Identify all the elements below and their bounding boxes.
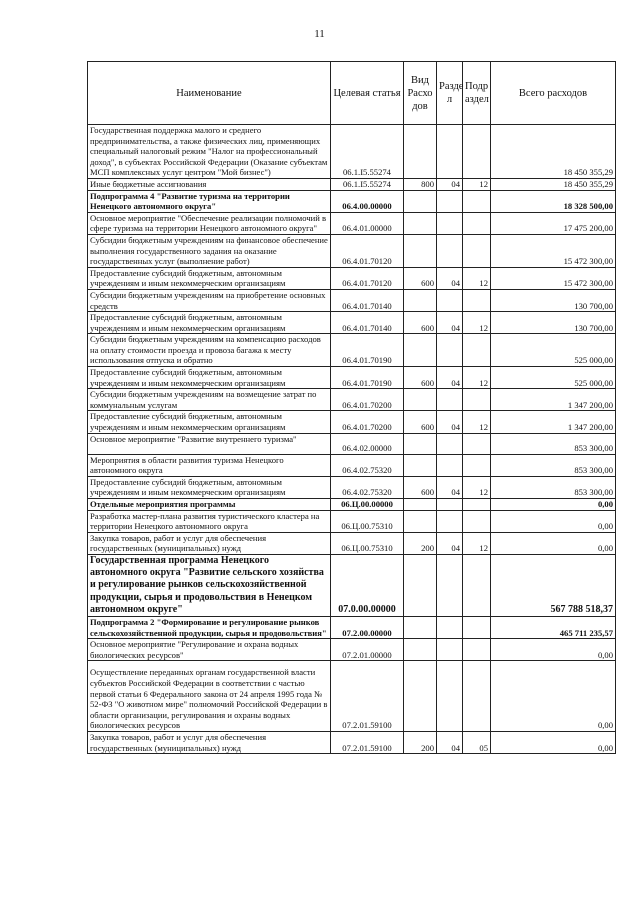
table-row — [88, 125, 616, 179]
cell-target: 06.1.I5.55274 — [331, 125, 404, 179]
cell-target: 06.Ц.00.75310 — [331, 532, 404, 554]
cell-target: 06.4.01.70200 — [331, 389, 404, 411]
cell-name: Разработка мастер-плана развития туристического кластера на территории Ненецкого автономного округа — [88, 510, 331, 532]
header-target: Целевая статья — [331, 62, 404, 125]
cell-subsection: 12 — [463, 476, 491, 498]
cell-target: 06.4.02.00000 — [331, 433, 404, 454]
cell-total: 0,00 — [491, 499, 616, 511]
table-row — [88, 433, 616, 454]
cell-subsection — [463, 639, 491, 661]
table-row — [88, 510, 616, 532]
cell-section — [437, 639, 463, 661]
cell-name: Мероприятия в области развития туризма Ненецкого автономного округа — [88, 454, 331, 476]
cell-target: 07.2.01.59100 — [331, 661, 404, 732]
cell-section: 04 — [437, 532, 463, 554]
cell-section: 04 — [437, 267, 463, 289]
cell-total: 0,00 — [491, 532, 616, 554]
cell-target: 06.4.00.00000 — [331, 190, 404, 212]
cell-kind — [404, 661, 437, 732]
cell-total: 15 472 300,00 — [491, 234, 616, 267]
cell-target: 06.4.01.00000 — [331, 212, 404, 234]
table-row — [88, 267, 616, 289]
cell-kind: 200 — [404, 731, 437, 753]
cell-subsection: 12 — [463, 312, 491, 334]
cell-subsection — [463, 454, 491, 476]
table-row — [88, 661, 616, 732]
table-row — [88, 554, 616, 616]
cell-section: 04 — [437, 178, 463, 190]
cell-kind — [404, 639, 437, 661]
cell-kind: 600 — [404, 312, 437, 334]
cell-subsection — [463, 499, 491, 511]
cell-name: Предоставление субсидий бюджетным, автономным учреждениям и иным некоммерческим организациям — [88, 476, 331, 498]
cell-total: 18 328 500,00 — [491, 190, 616, 212]
table-row — [88, 289, 616, 311]
cell-kind: 600 — [404, 267, 437, 289]
cell-subsection — [463, 389, 491, 411]
table-row — [88, 476, 616, 498]
header-section: Разде л — [437, 62, 463, 125]
cell-total: 15 472 300,00 — [491, 267, 616, 289]
cell-section — [437, 616, 463, 638]
cell-target: 07.2.01.59100 — [331, 731, 404, 753]
cell-section — [437, 499, 463, 511]
cell-total: 525 000,00 — [491, 334, 616, 367]
cell-kind — [404, 433, 437, 454]
cell-total: 567 788 518,37 — [491, 554, 616, 616]
cell-section: 04 — [437, 312, 463, 334]
table-row — [88, 616, 616, 638]
cell-total: 853 300,00 — [491, 433, 616, 454]
cell-section — [437, 234, 463, 267]
cell-name: Субсидии бюджетным учреждениям на приобретение основных средств — [88, 289, 331, 311]
cell-subsection — [463, 334, 491, 367]
cell-kind — [404, 554, 437, 616]
cell-subsection — [463, 510, 491, 532]
cell-target: 06.4.01.70140 — [331, 312, 404, 334]
cell-kind — [404, 125, 437, 179]
table-row — [88, 639, 616, 661]
cell-name: Предоставление субсидий бюджетным, автономным учреждениям и иным некоммерческим организациям — [88, 367, 331, 389]
header-subsection: Подр аздел — [463, 62, 491, 125]
cell-total: 1 347 200,00 — [491, 389, 616, 411]
cell-section: 04 — [437, 367, 463, 389]
cell-name: Субсидии бюджетным учреждениям на финансовое обеспечение выполнения государственного задания на оказание государственных услуг (выполнение работ) — [88, 234, 331, 267]
cell-subsection: 12 — [463, 367, 491, 389]
cell-kind: 200 — [404, 532, 437, 554]
cell-kind — [404, 616, 437, 638]
cell-name: Субсидии бюджетным учреждениям на возмещение затрат по коммунальным услугам — [88, 389, 331, 411]
table-row — [88, 411, 616, 433]
cell-section — [437, 125, 463, 179]
cell-kind: 600 — [404, 411, 437, 433]
cell-total: 0,00 — [491, 510, 616, 532]
table-row — [88, 454, 616, 476]
cell-kind — [404, 289, 437, 311]
cell-total: 0,00 — [491, 639, 616, 661]
cell-total: 130 700,00 — [491, 289, 616, 311]
cell-name: Предоставление субсидий бюджетным, автономным учреждениям и иным некоммерческим организациям — [88, 411, 331, 433]
header-kind: Вид Расхо дов — [404, 62, 437, 125]
cell-target: 06.4.01.70190 — [331, 334, 404, 367]
cell-name: Основное мероприятие "Развитие внутреннего туризма" — [88, 433, 331, 454]
cell-total: 130 700,00 — [491, 312, 616, 334]
cell-target: 06.4.01.70120 — [331, 234, 404, 267]
cell-section — [437, 289, 463, 311]
table-row — [88, 499, 616, 511]
cell-name: Закупка товаров, работ и услуг для обеспечения государственных (муниципальных) нужд — [88, 532, 331, 554]
cell-section: 04 — [437, 731, 463, 753]
cell-name: Подпрограмма 2 "Формирование и регулирование рынков сельскохозяйственной продукции, сырья и продовольствия" — [88, 616, 331, 638]
cell-subsection — [463, 234, 491, 267]
cell-name: Предоставление субсидий бюджетным, автономным учреждениям и иным некоммерческим организациям — [88, 312, 331, 334]
table-row — [88, 334, 616, 367]
cell-section — [437, 554, 463, 616]
cell-subsection — [463, 125, 491, 179]
cell-section: 04 — [437, 476, 463, 498]
cell-section — [437, 389, 463, 411]
cell-name: Государственная программа Ненецкого автономного округа "Развитие сельского хозяйства и регулирование рынков сельскохозяйственной продукции, сырья и продовольствия в Ненецком автономном округе" — [88, 554, 331, 616]
cell-name: Отдельные мероприятия программы — [88, 499, 331, 511]
cell-target: 06.4.01.70200 — [331, 411, 404, 433]
cell-kind: 600 — [404, 367, 437, 389]
cell-subsection: 12 — [463, 532, 491, 554]
cell-kind — [404, 334, 437, 367]
cell-target: 07.2.01.00000 — [331, 639, 404, 661]
cell-subsection — [463, 554, 491, 616]
cell-kind — [404, 510, 437, 532]
cell-name: Подпрограмма 4 "Развитие туризма на территории Ненецкого автономного округа" — [88, 190, 331, 212]
cell-subsection: 12 — [463, 411, 491, 433]
cell-target: 06.4.01.70120 — [331, 267, 404, 289]
cell-total: 0,00 — [491, 661, 616, 732]
cell-kind: 800 — [404, 178, 437, 190]
cell-name: Основное мероприятие "Регулирование и охрана водных биологических ресурсов" — [88, 639, 331, 661]
table-row — [88, 731, 616, 753]
cell-total: 465 711 235,57 — [491, 616, 616, 638]
cell-target: 06.4.01.70190 — [331, 367, 404, 389]
cell-total: 18 450 355,29 — [491, 178, 616, 190]
cell-subsection: 12 — [463, 178, 491, 190]
cell-kind — [404, 499, 437, 511]
cell-kind — [404, 212, 437, 234]
cell-target: 07.0.00.00000 — [331, 554, 404, 616]
cell-target: 06.4.02.75320 — [331, 454, 404, 476]
cell-subsection — [463, 661, 491, 732]
cell-subsection: 12 — [463, 267, 491, 289]
table-row — [88, 367, 616, 389]
cell-total: 18 450 355,29 — [491, 125, 616, 179]
cell-target: 06.4.01.70140 — [331, 289, 404, 311]
header-name: Наименование — [88, 62, 331, 125]
table-row — [88, 532, 616, 554]
cell-name: Осуществление переданных органам государственной власти субъектов Российской Федерации в соответствии с частью первой статьи 6 Федерального закона от 24 апреля 1995 года № 52-ФЗ "О животном мире" полномочий Российской Федерации в области организации, регулирования и охраны водных биологических ресурсов — [88, 661, 331, 732]
cell-total: 17 475 200,00 — [491, 212, 616, 234]
cell-subsection — [463, 190, 491, 212]
cell-subsection — [463, 212, 491, 234]
table-row — [88, 190, 616, 212]
cell-subsection — [463, 433, 491, 454]
cell-kind — [404, 190, 437, 212]
table-header-row — [88, 62, 616, 125]
cell-section — [437, 334, 463, 367]
cell-target: 06.Ц.00.75310 — [331, 510, 404, 532]
cell-section — [437, 454, 463, 476]
table-row — [88, 178, 616, 190]
budget-table — [87, 61, 616, 754]
cell-subsection: 05 — [463, 731, 491, 753]
cell-section: 04 — [437, 411, 463, 433]
table-row — [88, 312, 616, 334]
cell-name: Государственная поддержка малого и среднего предпринимательства, а также физических лиц, применяющих специальный налоговый режим "Налог на профессиональный доход", в субъектах Российской Федерации (Оказание субъектам МСП комплексных услуг центром "Мой бизнес") — [88, 125, 331, 179]
cell-kind: 600 — [404, 476, 437, 498]
page-number: 11 — [314, 28, 325, 40]
cell-name: Предоставление субсидий бюджетным, автономным учреждениям и иным некоммерческим организациям — [88, 267, 331, 289]
cell-name: Основное мероприятие "Обеспечение реализации полномочий в сфере туризма на территории Ненецкого автономного округа" — [88, 212, 331, 234]
cell-total: 853 300,00 — [491, 476, 616, 498]
cell-name: Субсидии бюджетным учреждениям на компенсацию расходов на оплату стоимости проезда и провоза багажа к месту использования отпуска и обратно — [88, 334, 331, 367]
cell-section — [437, 661, 463, 732]
table-row — [88, 212, 616, 234]
cell-section — [437, 433, 463, 454]
cell-total: 0,00 — [491, 731, 616, 753]
cell-section — [437, 190, 463, 212]
cell-name: Закупка товаров, работ и услуг для обеспечения государственных (муниципальных) нужд — [88, 731, 331, 753]
cell-subsection — [463, 616, 491, 638]
cell-target: 07.2.00.00000 — [331, 616, 404, 638]
table-body — [88, 125, 616, 754]
table-row — [88, 234, 616, 267]
cell-target: 06.1.I5.55274 — [331, 178, 404, 190]
cell-kind — [404, 389, 437, 411]
cell-target: 06.4.02.75320 — [331, 476, 404, 498]
cell-kind — [404, 454, 437, 476]
cell-section — [437, 212, 463, 234]
cell-subsection — [463, 289, 491, 311]
cell-target: 06.Ц.00.00000 — [331, 499, 404, 511]
cell-name: Иные бюджетные ассигнования — [88, 178, 331, 190]
cell-kind — [404, 234, 437, 267]
table-row — [88, 389, 616, 411]
cell-total: 1 347 200,00 — [491, 411, 616, 433]
header-total: Всего расходов — [491, 62, 616, 125]
cell-total: 525 000,00 — [491, 367, 616, 389]
cell-section — [437, 510, 463, 532]
cell-total: 853 300,00 — [491, 454, 616, 476]
